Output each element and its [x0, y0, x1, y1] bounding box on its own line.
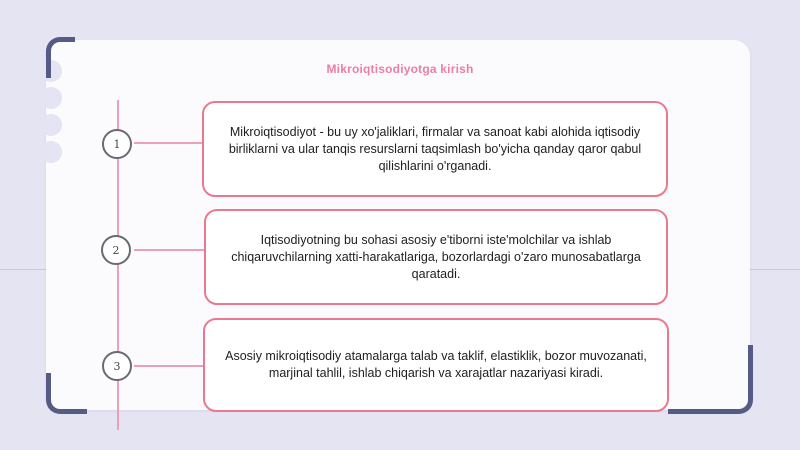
step-connector	[134, 142, 204, 144]
step-marker: 3	[102, 351, 132, 381]
notebook-hole	[40, 114, 62, 136]
corner-bracket-bottom-right	[668, 345, 753, 414]
step-marker: 1	[102, 129, 132, 159]
notebook-hole	[40, 87, 62, 109]
step-connector	[134, 249, 204, 251]
slide-title: Mikroiqtisodiyotga kirish	[326, 62, 474, 76]
step-box: Iqtisodiyotning bu sohasi asosiy e'tiborni iste'molchilar va ishlab chiqaruvchilarning xatti-harakatlariga, bozorlardagi o'zaro munosabatlarga qaratadi.	[204, 209, 668, 305]
notebook-hole	[40, 141, 62, 163]
step-box: Mikroiqtisodiyot - bu uy xo'jaliklari, firmalar va sanoat kabi alohida iqtisodiy birliklarni va ular tanqis resurslarni taqsimlash bo'yicha qanday qaror qabul qilishlarini o'rganadi.	[202, 101, 668, 197]
step-connector	[134, 365, 204, 367]
step-box: Asosiy mikroiqtisodiy atamalarga talab va taklif, elastiklik, bozor muvozanati, marjinal tahlil, ishlab chiqarish va xarajatlar nazariyasi kiradi.	[203, 318, 669, 412]
step-marker: 2	[101, 235, 131, 265]
corner-bracket-bottom-left	[46, 373, 87, 414]
